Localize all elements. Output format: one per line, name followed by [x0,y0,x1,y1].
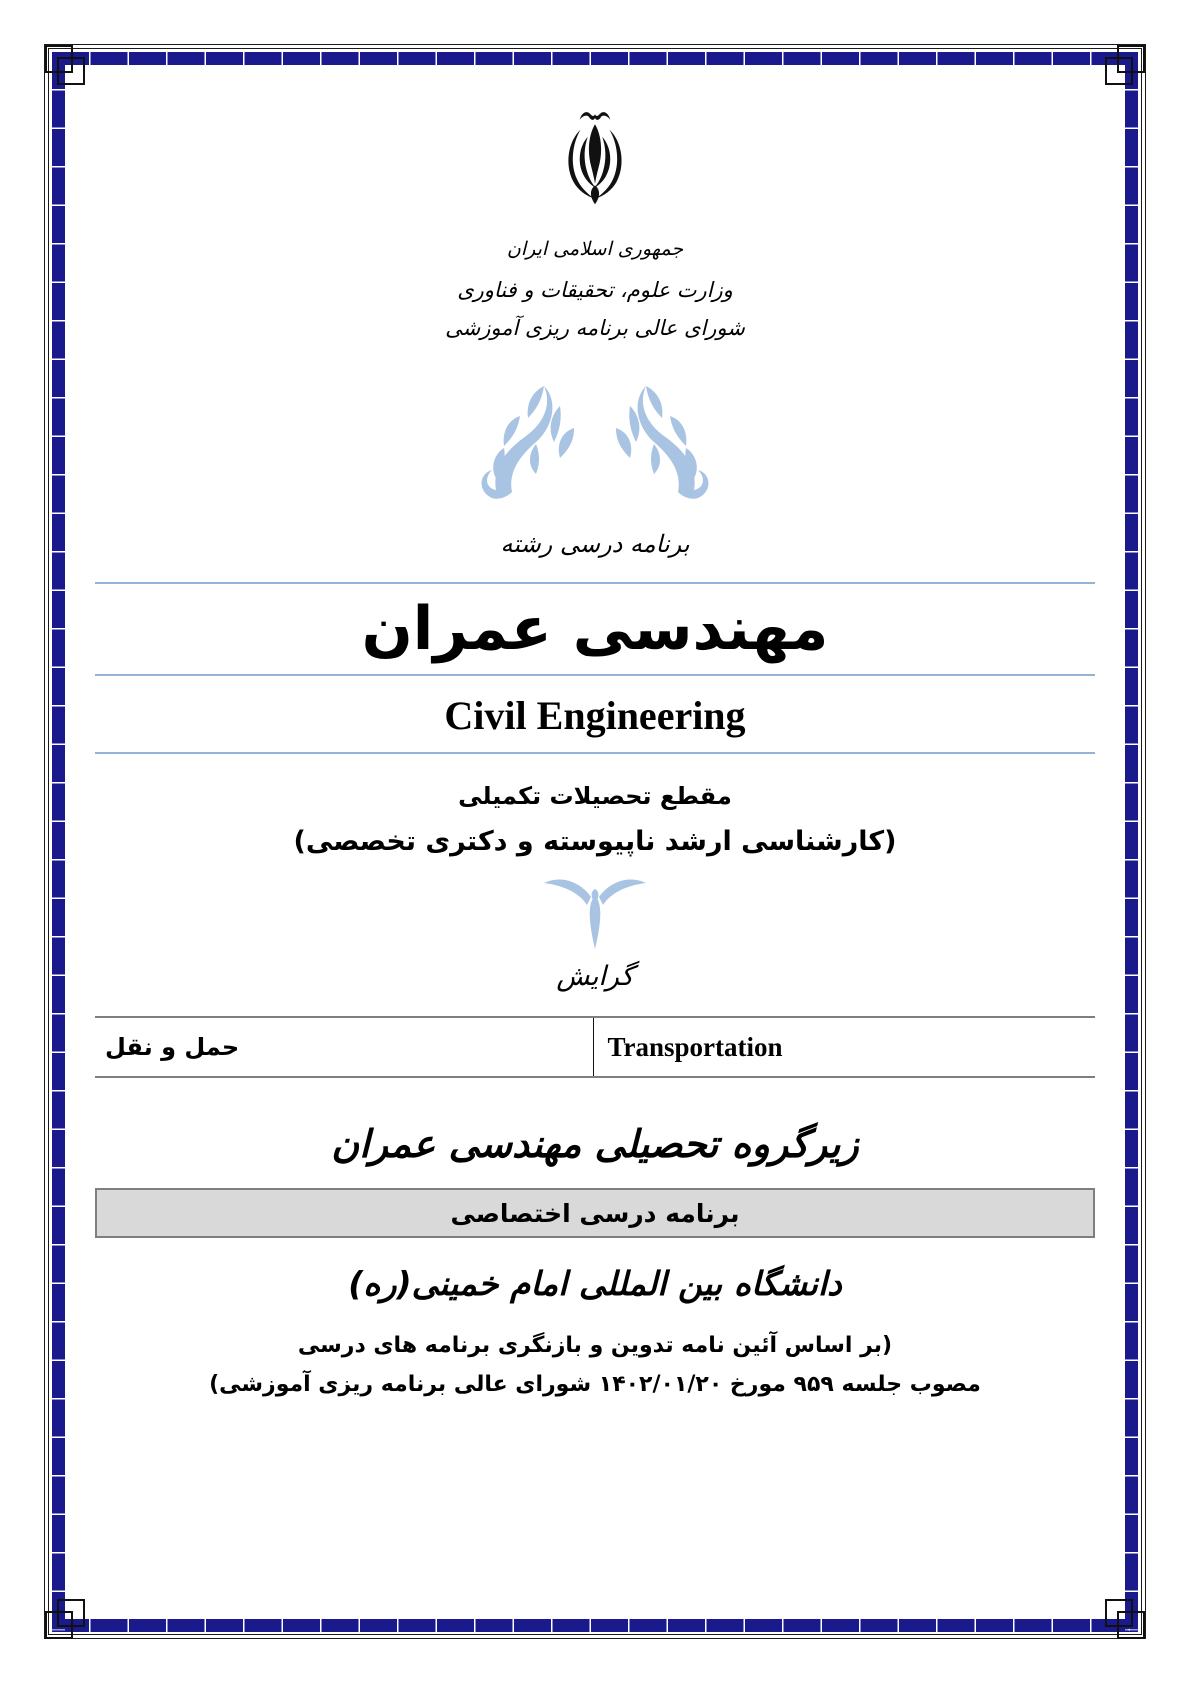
program-label: برنامه درسی رشته [500,530,690,558]
orientation-table [95,1016,1095,1078]
council-name: شورای عالی برنامه ریزی آموزشی [445,316,745,340]
approval-note-line1: (بر اساس آئین نامه تدوین و بازنگری برنامه های درسی [297,1333,893,1358]
divider-rule [95,582,1095,584]
ministry-name: وزارت علوم، تحقیقات و فناوری [457,278,733,302]
border-band-top [52,52,1138,65]
program-title-en: Civil Engineering [444,693,746,738]
small-flourish-icon [534,871,656,953]
corner-ornament-icon [57,1599,85,1627]
border-band-right [1125,52,1138,1632]
divider-rule [95,752,1095,754]
flourish-ornament-icon [470,374,720,512]
border-band-bottom [52,1619,1138,1632]
orientation-cell-fa: حمل و نقل [105,1033,240,1061]
orientation-cell-en: Transportation [593,1018,1096,1076]
corner-ornament-icon [1105,1599,1133,1627]
subgroup-calligraphy: زیرگروه تحصیلی مهندسی عمران [331,1122,859,1166]
corner-ornament-icon [1105,57,1133,85]
level-detail: (کارشناسی ارشد ناپیوسته و دکتری تخصصی) [293,826,897,857]
university-calligraphy: دانشگاه بین المللی امام خمینی(ره) [348,1264,842,1303]
corner-ornament-icon [57,57,85,85]
divider-rule [95,674,1095,676]
country-name: جمهوری اسلامی ایران [506,238,684,260]
special-curriculum-banner: برنامه درسی اختصاصی [95,1188,1095,1238]
level-heading: مقطع تحصیلات تکمیلی [458,782,732,810]
iran-national-emblem-icon [541,106,649,218]
approval-note-line2: مصوب جلسه ۹۵۹ مورخ ۱۴۰۲/۰۱/۲۰ شورای عالی برنامه ریزی آموزشی) [209,1372,981,1397]
page-content [80,96,1110,1397]
program-title-fa: مهندسی عمران [361,594,829,664]
border-band-left [52,52,65,1632]
orientation-heading: گرایش [556,961,634,992]
